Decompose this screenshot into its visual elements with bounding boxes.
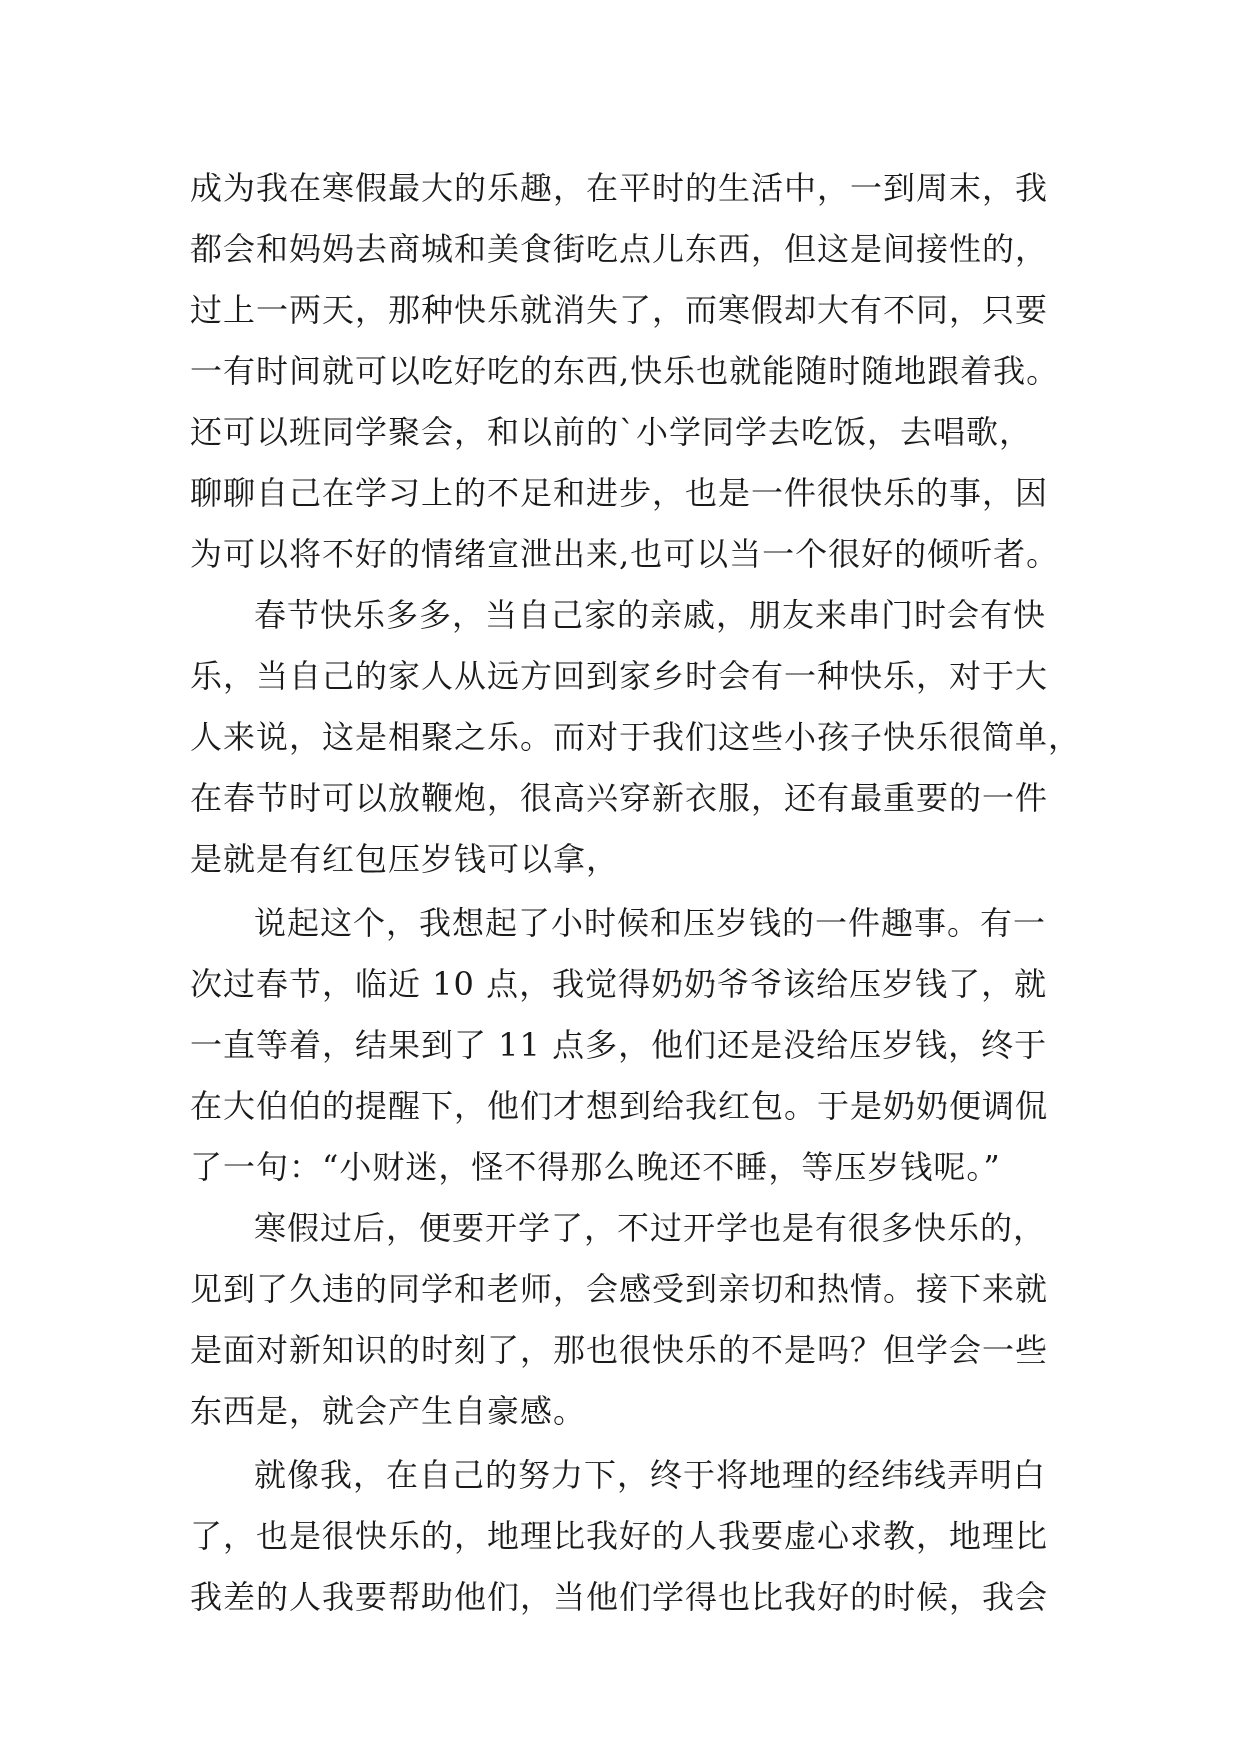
text-line: 了，也是很快乐的，地理比我好的人我要虚心求教，地理比	[190, 1517, 1049, 1555]
text-line: 在大伯伯的提醒下，他们才想到给我红包。于是奶奶便调侃	[190, 1087, 1049, 1125]
text-line: 我差的人我要帮助他们，当他们学得也比我好的时候，我会	[190, 1578, 1049, 1616]
text-line: 乐，当自己的家人从远方回到家乡时会有一种快乐，对于大	[190, 657, 1049, 695]
paragraph-start-line: 寒假过后，便要开学了，不过开学也是有很多快乐的，	[254, 1209, 1047, 1247]
document-body	[190, 158, 1082, 1628]
text-line: 东西是，就会产生自豪感。	[190, 1392, 587, 1430]
text-line: 是面对新知识的时刻了，那也很快乐的不是吗？但学会一些	[190, 1331, 1049, 1369]
text-line: 人来说，这是相聚之乐。而对于我们这些小孩子快乐很简单，	[190, 718, 1082, 756]
text-line: 一有时间就可以吃好吃的东西,快乐也就能随时随地跟着我。	[190, 352, 1060, 390]
text-line: 聊聊自己在学习上的不足和进步，也是一件很快乐的事，因	[190, 474, 1049, 512]
paragraph-start-line: 就像我，在自己的努力下，终于将地理的经纬线弄明白	[254, 1456, 1047, 1494]
paragraph-start-line: 说起这个，我想起了小时候和压岁钱的一件趣事。有一	[254, 904, 1047, 942]
paragraph-start-line: 春节快乐多多，当自己家的亲戚，朋友来串门时会有快	[254, 596, 1047, 634]
text-line: 是就是有红包压岁钱可以拿，	[190, 840, 620, 878]
text-line: 还可以班同学聚会，和以前的`小学同学去吃饭，去唱歌，	[190, 413, 1033, 451]
text-line: 过上一两天，那种快乐就消失了，而寒假却大有不同，只要	[190, 291, 1049, 329]
text-line: 在春节时可以放鞭炮，很高兴穿新衣服，还有最重要的一件	[190, 779, 1049, 817]
text-line: 成为我在寒假最大的乐趣，在平时的生活中，一到周末，我	[190, 169, 1049, 207]
text-line: 次过春节，临近 10 点，我觉得奶奶爷爷该给压岁钱了，就	[190, 965, 1048, 1003]
text-line: 都会和妈妈去商城和美食街吃点儿东西，但这是间接性的，	[190, 230, 1049, 268]
text-line: 见到了久违的同学和老师，会感受到亲切和热情。接下来就	[190, 1270, 1049, 1308]
text-line: 为可以将不好的情绪宣泄出来,也可以当一个很好的倾听者。	[190, 535, 1060, 573]
text-line: 了一句：“小财迷，怪不得那么晚还不睡，等压岁钱呢。”	[190, 1148, 1001, 1186]
text-line: 一直等着，结果到了 11 点多，他们还是没给压岁钱，终于	[190, 1026, 1048, 1064]
